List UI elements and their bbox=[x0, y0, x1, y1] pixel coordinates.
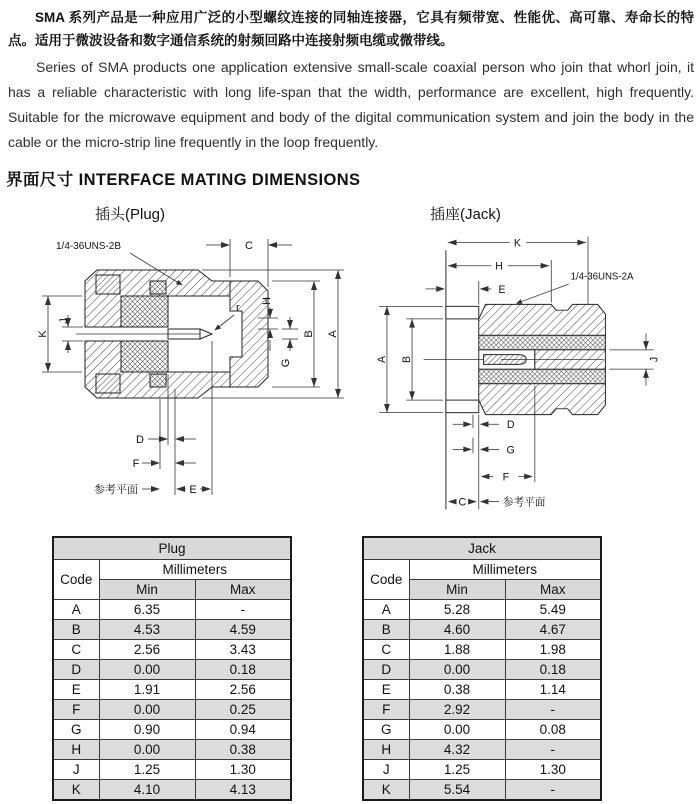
jack-dim-label-c: C bbox=[458, 496, 467, 509]
jack-dim-label-g: G bbox=[506, 444, 515, 457]
jack-ref-plane bbox=[480, 495, 546, 508]
jack-ref-plane-label: 参考平面 bbox=[502, 496, 546, 509]
cell-max: 1.98 bbox=[505, 640, 601, 660]
cell-min: 0.00 bbox=[409, 660, 505, 680]
plug-ref-plane bbox=[94, 482, 160, 496]
plug-dim-c bbox=[206, 239, 292, 287]
cell-min: 1.88 bbox=[409, 640, 505, 660]
plug-table-unit-header: Millimeters bbox=[99, 560, 291, 580]
cell-max: 5.49 bbox=[505, 600, 601, 620]
cell-max: 0.18 bbox=[505, 660, 601, 680]
table-row bbox=[363, 780, 601, 801]
cell-code: E bbox=[363, 680, 409, 700]
cell-min: 6.35 bbox=[99, 600, 195, 620]
plug-dim-label-b: B bbox=[303, 330, 315, 338]
table-row bbox=[53, 700, 291, 720]
table-row bbox=[53, 740, 291, 760]
cell-code: C bbox=[363, 640, 409, 660]
cell-code: D bbox=[363, 660, 409, 680]
cell-min: 0.90 bbox=[99, 720, 195, 740]
plug-table-min-header: Min bbox=[99, 580, 195, 600]
cell-min: 5.54 bbox=[409, 780, 505, 801]
cell-code: C bbox=[53, 640, 99, 660]
jack-dim-label-b: B bbox=[401, 355, 414, 364]
intro-paragraph-zh: SMA 系列产品是一种应用广泛的小型螺纹连接的同轴连接器，它具有频带宽、性能优、高可靠、寿命长的特点。适用于微波设备和数字通信系统的射频回路中连接射频电缆或微带线。 bbox=[8, 10, 694, 48]
jack-dim-label-k: K bbox=[513, 237, 521, 250]
jack-figure bbox=[360, 203, 700, 519]
plug-dim-label-g: G bbox=[280, 358, 292, 368]
plug-dim-g bbox=[280, 317, 298, 367]
cell-max: 4.13 bbox=[195, 780, 291, 801]
plug-dim-label-k: K bbox=[37, 330, 49, 338]
jack-table-title: Jack bbox=[363, 537, 601, 560]
cell-max: 0.18 bbox=[195, 660, 291, 680]
jack-dim-label-d: D bbox=[506, 419, 515, 432]
cell-max: 0.94 bbox=[195, 720, 291, 740]
table-row bbox=[363, 640, 601, 660]
plug-figure-title: 插头(Plug) bbox=[95, 206, 166, 223]
cell-code: D bbox=[53, 660, 99, 680]
jack-dim-label-a: A bbox=[376, 355, 388, 364]
cell-max: 0.38 bbox=[195, 740, 291, 760]
cell-min: 4.53 bbox=[99, 620, 195, 640]
cell-max: 0.25 bbox=[195, 700, 291, 720]
cell-max: - bbox=[505, 700, 601, 720]
cell-code: B bbox=[363, 620, 409, 640]
cell-max: 4.67 bbox=[505, 620, 601, 640]
table-row bbox=[53, 760, 291, 780]
cell-max: 0.08 bbox=[505, 720, 601, 740]
cell-code: G bbox=[363, 720, 409, 740]
cell-max: - bbox=[505, 740, 601, 760]
jack-dim-d bbox=[453, 415, 515, 510]
cell-min: 5.28 bbox=[409, 600, 505, 620]
cell-min: 0.00 bbox=[99, 700, 195, 720]
table-row bbox=[53, 720, 291, 740]
table-row bbox=[363, 740, 601, 760]
intro-block bbox=[8, 6, 694, 155]
plug-dim-label-r: r bbox=[236, 302, 240, 314]
jack-table-code-header: Code bbox=[363, 560, 409, 600]
plug-spec-table bbox=[52, 536, 292, 801]
cell-min: 4.32 bbox=[409, 740, 505, 760]
jack-diagram bbox=[360, 229, 700, 519]
cell-code: H bbox=[363, 740, 409, 760]
table-row bbox=[363, 760, 601, 780]
table-row bbox=[363, 660, 601, 680]
cell-max: 4.59 bbox=[195, 620, 291, 640]
jack-thread-callout bbox=[516, 271, 633, 303]
jack-table-max-header: Max bbox=[505, 580, 601, 600]
plug-dim-label-e: E bbox=[189, 484, 197, 496]
cell-max: 2.56 bbox=[195, 680, 291, 700]
jack-dim-g bbox=[453, 438, 515, 456]
plug-dim-r bbox=[215, 302, 240, 330]
cell-min: 2.56 bbox=[99, 640, 195, 660]
cell-min: 0.00 bbox=[409, 720, 505, 740]
plug-ref-plane-label: 参考平面 bbox=[94, 484, 138, 496]
jack-body bbox=[424, 250, 606, 509]
cell-max: - bbox=[195, 600, 291, 620]
cell-code: F bbox=[53, 700, 99, 720]
cell-code: K bbox=[363, 780, 409, 801]
jack-dim-k bbox=[448, 236, 588, 305]
jack-dim-label-j: J bbox=[648, 356, 661, 363]
plug-thread-label: 1/4-36UNS-2B bbox=[56, 241, 122, 252]
intro-paragraph-en: Series of SMA products one application extensive small-scale coaxial person who join that whorl join, it has a reliable characteristic with long life-span that the width, performance are excellent, high frequently. Suitable for the microwave equipment and body of the digital communication system and join the body in the cable or the micro-strip line frequently in the loop frequently. bbox=[8, 59, 694, 150]
table-row bbox=[53, 620, 291, 640]
plug-dim-label-c: C bbox=[245, 240, 253, 252]
table-row bbox=[53, 640, 291, 660]
cell-code: B bbox=[53, 620, 99, 640]
jack-figure-title: 插座(Jack) bbox=[430, 206, 501, 223]
cell-min: 4.10 bbox=[99, 780, 195, 801]
plug-dim-label-a: A bbox=[327, 330, 339, 338]
cell-code: E bbox=[53, 680, 99, 700]
jack-dim-label-f: F bbox=[502, 471, 510, 484]
cell-code: H bbox=[53, 740, 99, 760]
table-row bbox=[363, 600, 601, 620]
plug-dim-label-h: H bbox=[261, 297, 273, 305]
section-heading: 界面尺寸 INTERFACE MATING DIMENSIONS bbox=[6, 171, 361, 189]
jack-table-min-header: Min bbox=[409, 580, 505, 600]
jack-dim-j bbox=[609, 333, 660, 385]
jack-dim-label-h: H bbox=[495, 260, 503, 273]
plug-table-code-header: Code bbox=[53, 560, 99, 600]
plug-dim-k bbox=[37, 296, 82, 372]
cell-code: G bbox=[53, 720, 99, 740]
cell-min: 1.25 bbox=[409, 760, 505, 780]
cell-code: F bbox=[363, 700, 409, 720]
plug-dim-b bbox=[272, 281, 320, 387]
cell-max: 1.30 bbox=[505, 760, 601, 780]
cell-max: - bbox=[505, 780, 601, 801]
cell-min: 4.60 bbox=[409, 620, 505, 640]
table-row bbox=[363, 700, 601, 720]
plug-dim-label-f: F bbox=[132, 458, 140, 470]
plug-table-max-header: Max bbox=[195, 580, 291, 600]
cell-min: 0.00 bbox=[99, 740, 195, 760]
plug-figure bbox=[30, 203, 360, 519]
jack-dim-c bbox=[448, 496, 477, 508]
cell-min: 0.38 bbox=[409, 680, 505, 700]
cell-max: 3.43 bbox=[195, 640, 291, 660]
table-row bbox=[363, 680, 601, 700]
cell-code: A bbox=[53, 600, 99, 620]
cell-code: K bbox=[53, 780, 99, 801]
cell-min: 1.91 bbox=[99, 680, 195, 700]
cell-max: 1.30 bbox=[195, 760, 291, 780]
jack-table-unit-header: Millimeters bbox=[409, 560, 601, 580]
cell-min: 1.25 bbox=[99, 760, 195, 780]
cell-max: 1.14 bbox=[505, 680, 601, 700]
cell-code: J bbox=[363, 760, 409, 780]
table-row bbox=[53, 660, 291, 680]
plug-dim-label-j: J bbox=[58, 318, 70, 324]
jack-thread-label: 1/4-36UNS-2A bbox=[570, 271, 634, 283]
cell-min: 2.92 bbox=[409, 700, 505, 720]
plug-dim-label-d: D bbox=[136, 434, 144, 446]
jack-dim-e bbox=[426, 281, 506, 304]
table-row bbox=[53, 680, 291, 700]
plug-table-title: Plug bbox=[53, 537, 291, 560]
table-row bbox=[363, 720, 601, 740]
plug-dim-e bbox=[175, 341, 212, 496]
table-row bbox=[53, 600, 291, 620]
plug-diagram bbox=[30, 229, 360, 519]
jack-dim-label-e: E bbox=[498, 283, 506, 296]
table-row bbox=[53, 780, 291, 801]
cell-code: A bbox=[363, 600, 409, 620]
jack-spec-table bbox=[362, 536, 602, 801]
cell-min: 0.00 bbox=[99, 660, 195, 680]
table-row bbox=[363, 620, 601, 640]
cell-code: J bbox=[53, 760, 99, 780]
plug-body bbox=[76, 270, 268, 398]
